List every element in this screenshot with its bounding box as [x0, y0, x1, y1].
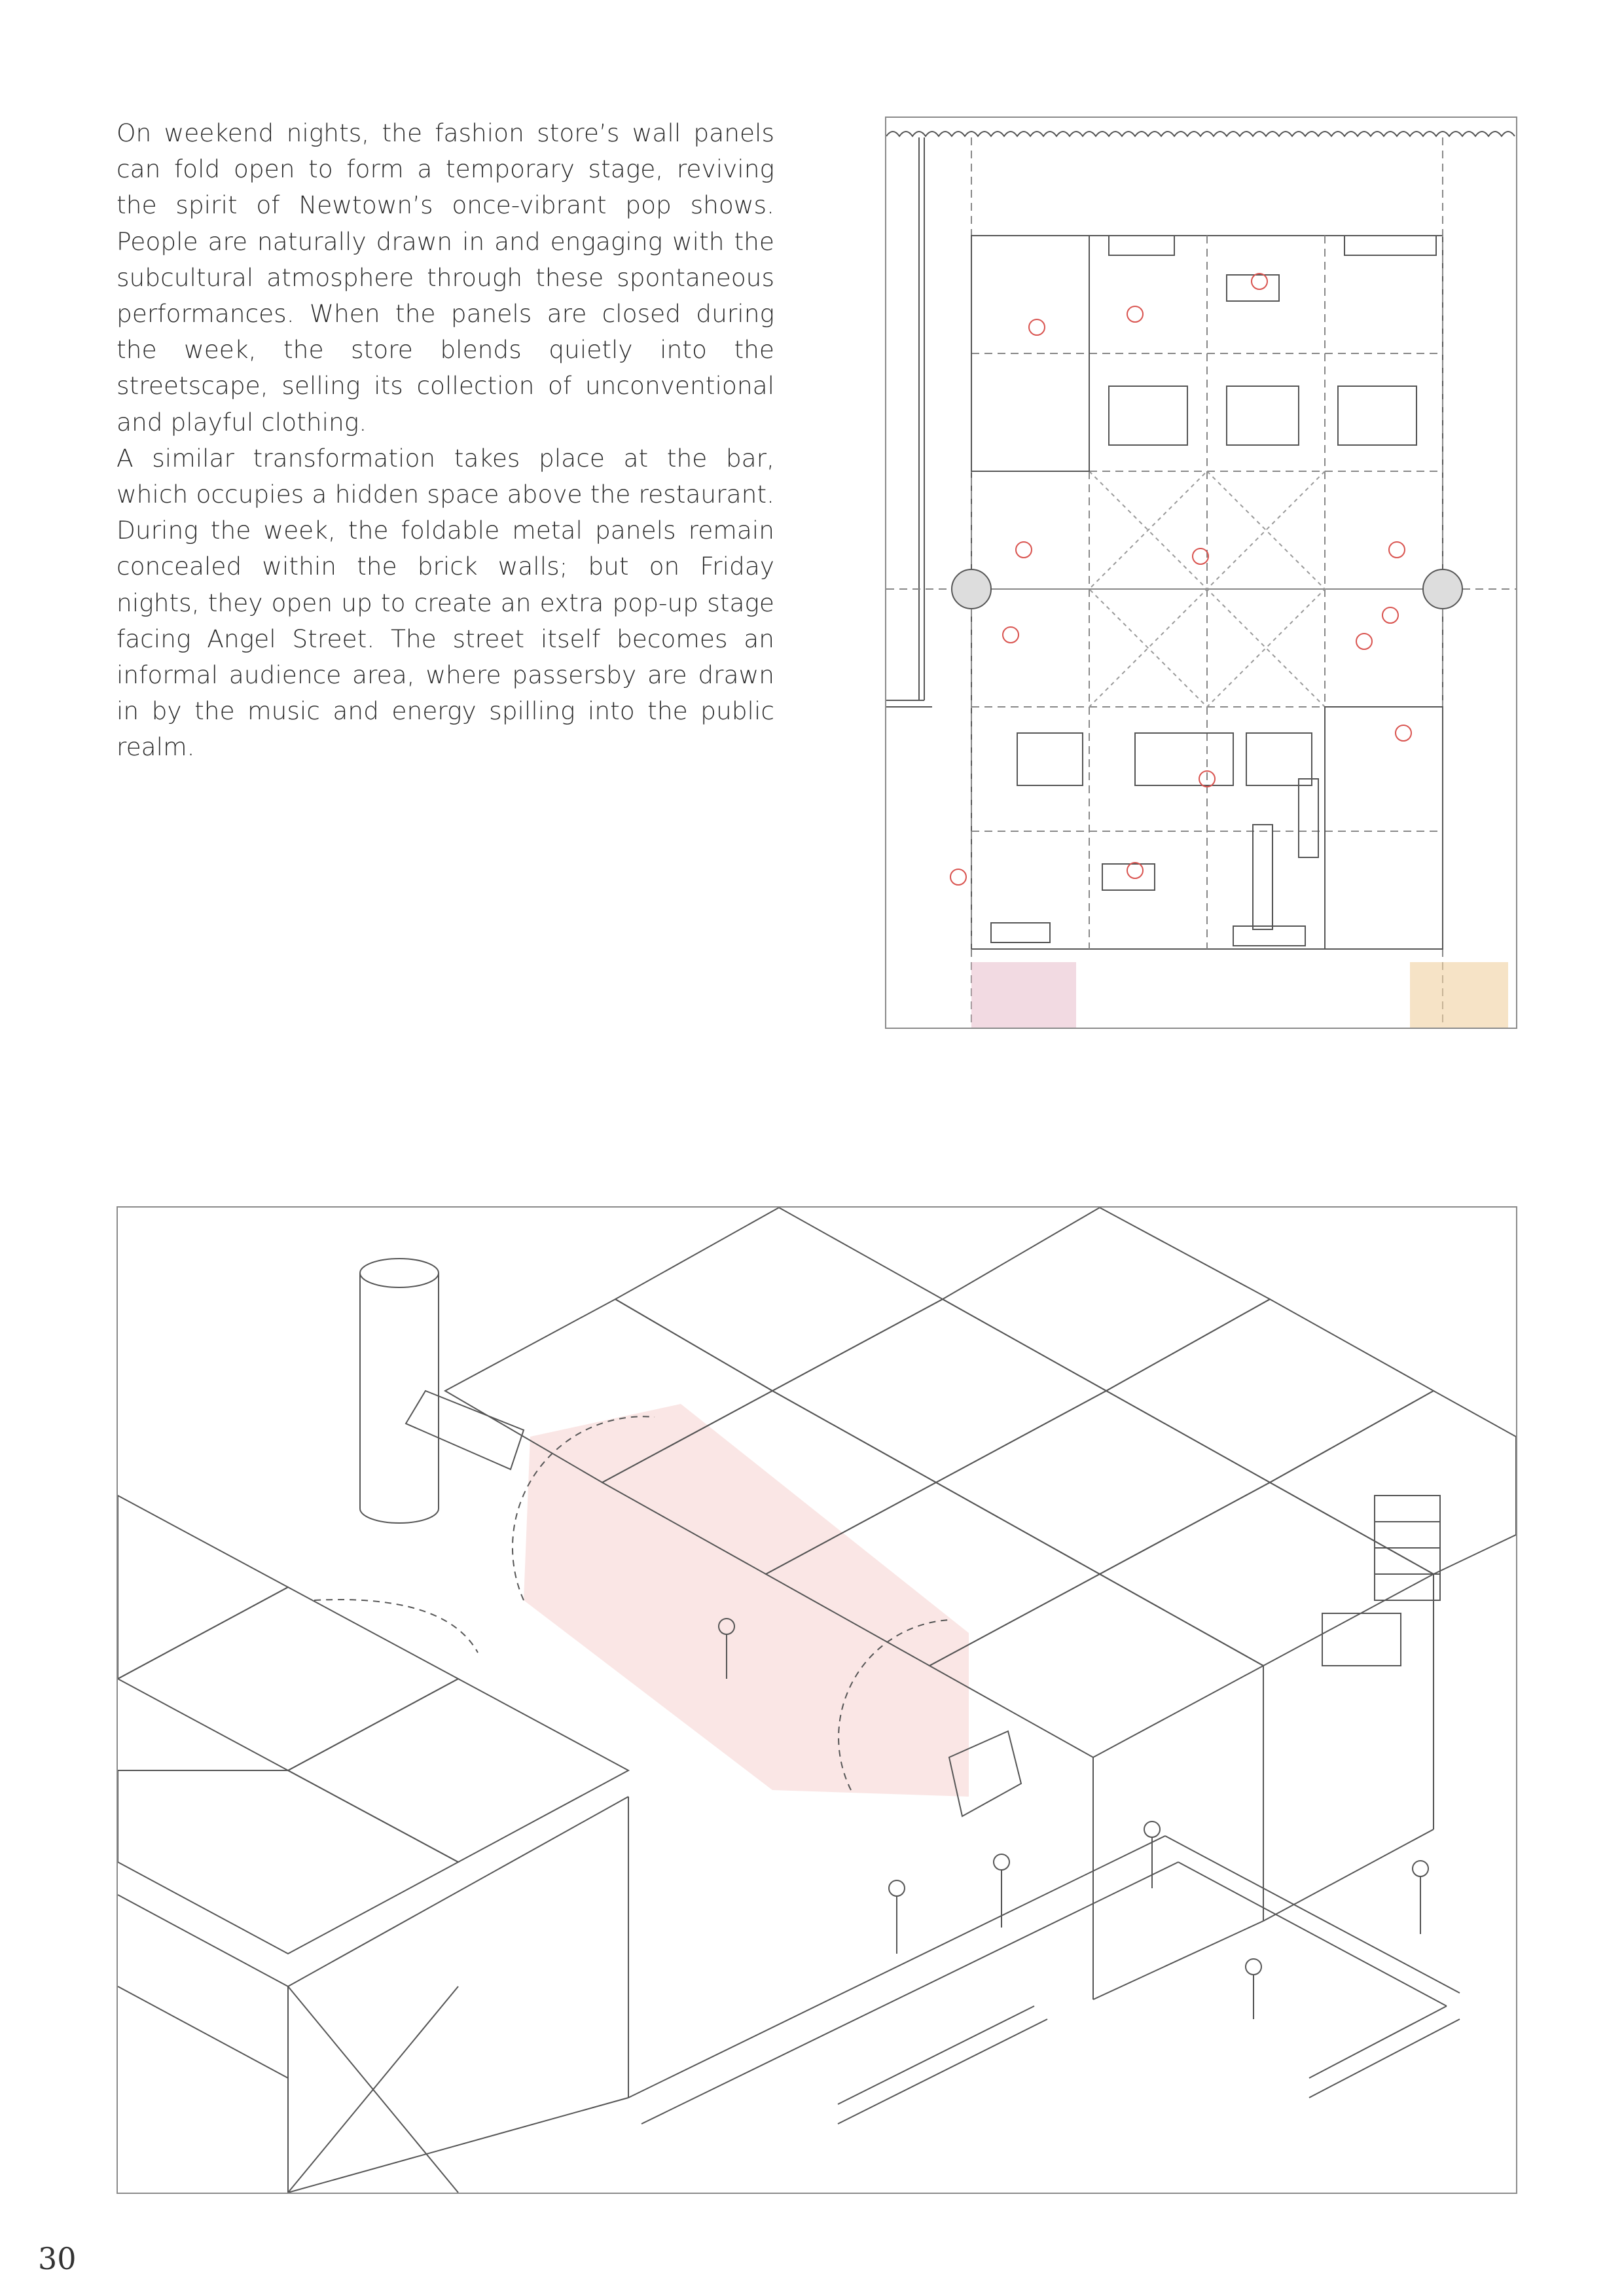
- paragraph-2: A similar transformation takes place at the bar, which occupies a hidden space above the restaurant. During the week, the foldable metal panels remain concealed within the brick walls; but on Friday nights, they open up to create an extra pop-up stage facing Angel Street. The street itself becomes an informal audience area, where passersby are drawn in by the music and energy spilling into the public realm.: [117, 443, 774, 762]
- body-text: [117, 115, 774, 766]
- axonometric-drawing: [117, 1206, 1517, 2194]
- floor-plan-svg: [886, 118, 1516, 1028]
- page-number: 30: [38, 2241, 77, 2276]
- axonometric-svg: [118, 1208, 1516, 2193]
- floor-plan-drawing: [885, 117, 1517, 1029]
- paragraph-1: On weekend nights, the fashion store’s wall panels can fold open to form a temporary stage, reviving the spirit of Newtown’s once-vibrant pop shows. People are naturally drawn in and engaging with the subcultural atmosphere through these spontaneous performances. When the panels are closed during the week, the store blends quietly into the streetscape, selling its collection of unconventional and playful clothing.: [117, 118, 774, 437]
